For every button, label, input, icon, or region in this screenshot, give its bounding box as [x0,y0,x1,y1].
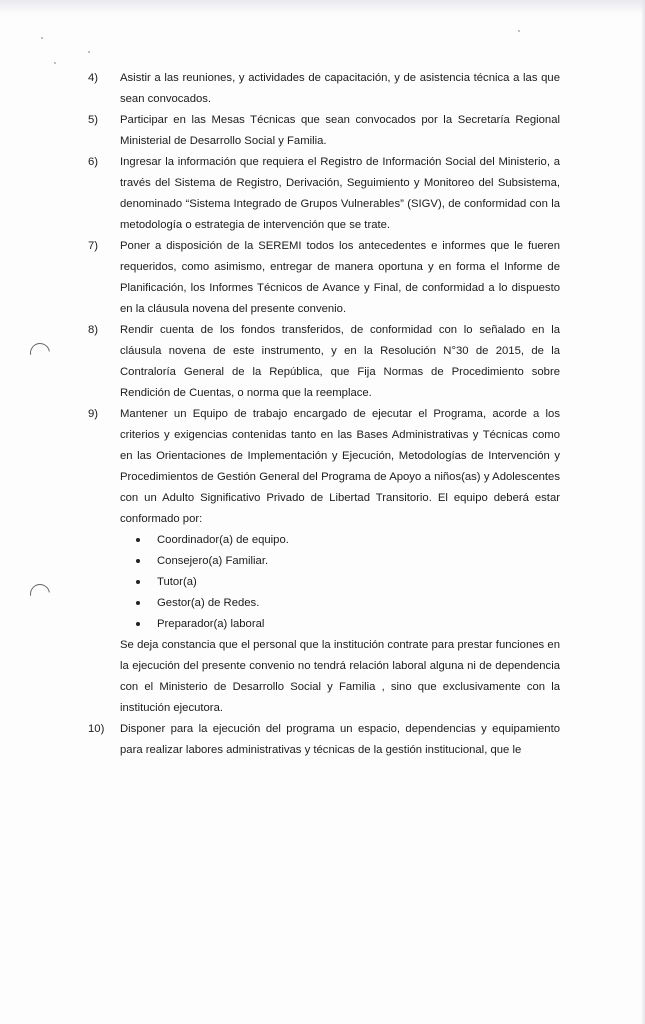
scan-speck [54,62,56,64]
list-item [88,110,560,152]
bullet-icon [136,580,140,584]
team-member: Preparador(a) laboral [132,614,560,635]
item-number: 9) [88,408,99,420]
list-item [88,719,560,761]
team-list [120,530,560,635]
item-text: Mantener un Equipo de trabajo encargado de ejecutar el Programa, acorde a los criterios y exigencias contenidas tanto en las Bases Administrativas y Técnicas como en las Orientaciones de Implementación y Ejecución, Metodologías de Intervención y Procedimientos de Gestión General del Programa de Apoyo a niños(as) y Adolescentes con un Adulto Significativo Privado de Libertad Transitorio. El equipo deberá estar conformado por: [120,408,560,525]
list-item [88,320,560,404]
punch-hole-mark [26,339,54,367]
scan-right-edge [641,0,645,1024]
item-text: Rendir cuenta de los fondos transferidos, de conformidad con lo señalado en la cláusula novena de este instrumento, y en la Resolución N°30 de 2015, de la Contraloría General de la República, que Fija Normas de Procedimiento sobre Rendición de Cuentas, o norma que la reemplace. [120,324,560,399]
item-text: Participar en las Mesas Técnicas que sean convocados por la Secretaría Regional Ministerial de Desarrollo Social y Familia. [120,114,560,147]
team-member: Consejero(a) Familiar. [132,551,560,572]
punch-hole-mark [26,580,54,608]
bullet-icon [136,601,140,605]
item-number: 8) [88,324,99,336]
item-text: Asistir a las reuniones, y actividades de capacitación, y de asistencia técnica a las que sean convocados. [120,72,560,105]
item-number: 4) [88,72,99,84]
document-body [88,68,560,761]
list-item [88,404,560,719]
team-note: Se deja constancia que el personal que la institución contrate para prestar funciones en la ejecución del presente convenio no tendrá relación laboral alguna ni de dependencia con el Ministerio de Desarrollo Social y Familia , sino que exclusivamente con la institución ejecutora. [120,639,560,714]
scan-speck [41,37,43,39]
scan-speck [518,30,520,32]
bullet-icon [136,559,140,563]
item-text: Disponer para la ejecución del programa un espacio, dependencias y equipamiento para realizar labores administrativas y técnicas de la gestión institucional, que le [120,723,560,756]
list-item [88,152,560,236]
bullet-icon [136,622,140,626]
item-number: 6) [88,156,99,168]
list-item [88,236,560,320]
item-text: Ingresar la información que requiera el Registro de Información Social del Ministerio, a través del Sistema de Registro, Derivación, Seguimiento y Monitoreo del Subsistema, denominado “Sistema Integrado de Grupos Vulnerables” (SIGV), de conformidad con la metodología o estrategia de intervención que se trate. [120,156,560,231]
list-item [88,68,560,110]
team-member: Coordinador(a) de equipo. [132,530,560,551]
item-number: 7) [88,240,99,252]
scan-top-shadow [0,0,645,14]
item-number: 5) [88,114,99,126]
item-text: Poner a disposición de la SEREMI todos los antecedentes e informes que le fueren requeridos, como asimismo, entregar de manera oportuna y en forma el Informe de Planificación, los Informes Técnicos de Avance y Final, de conformidad a lo dispuesto en la cláusula novena del presente convenio. [120,240,560,315]
bullet-icon [136,538,140,542]
team-member: Gestor(a) de Redes. [132,593,560,614]
scan-speck [88,51,90,53]
item-number: 10) [88,723,105,735]
team-member: Tutor(a) [132,572,560,593]
